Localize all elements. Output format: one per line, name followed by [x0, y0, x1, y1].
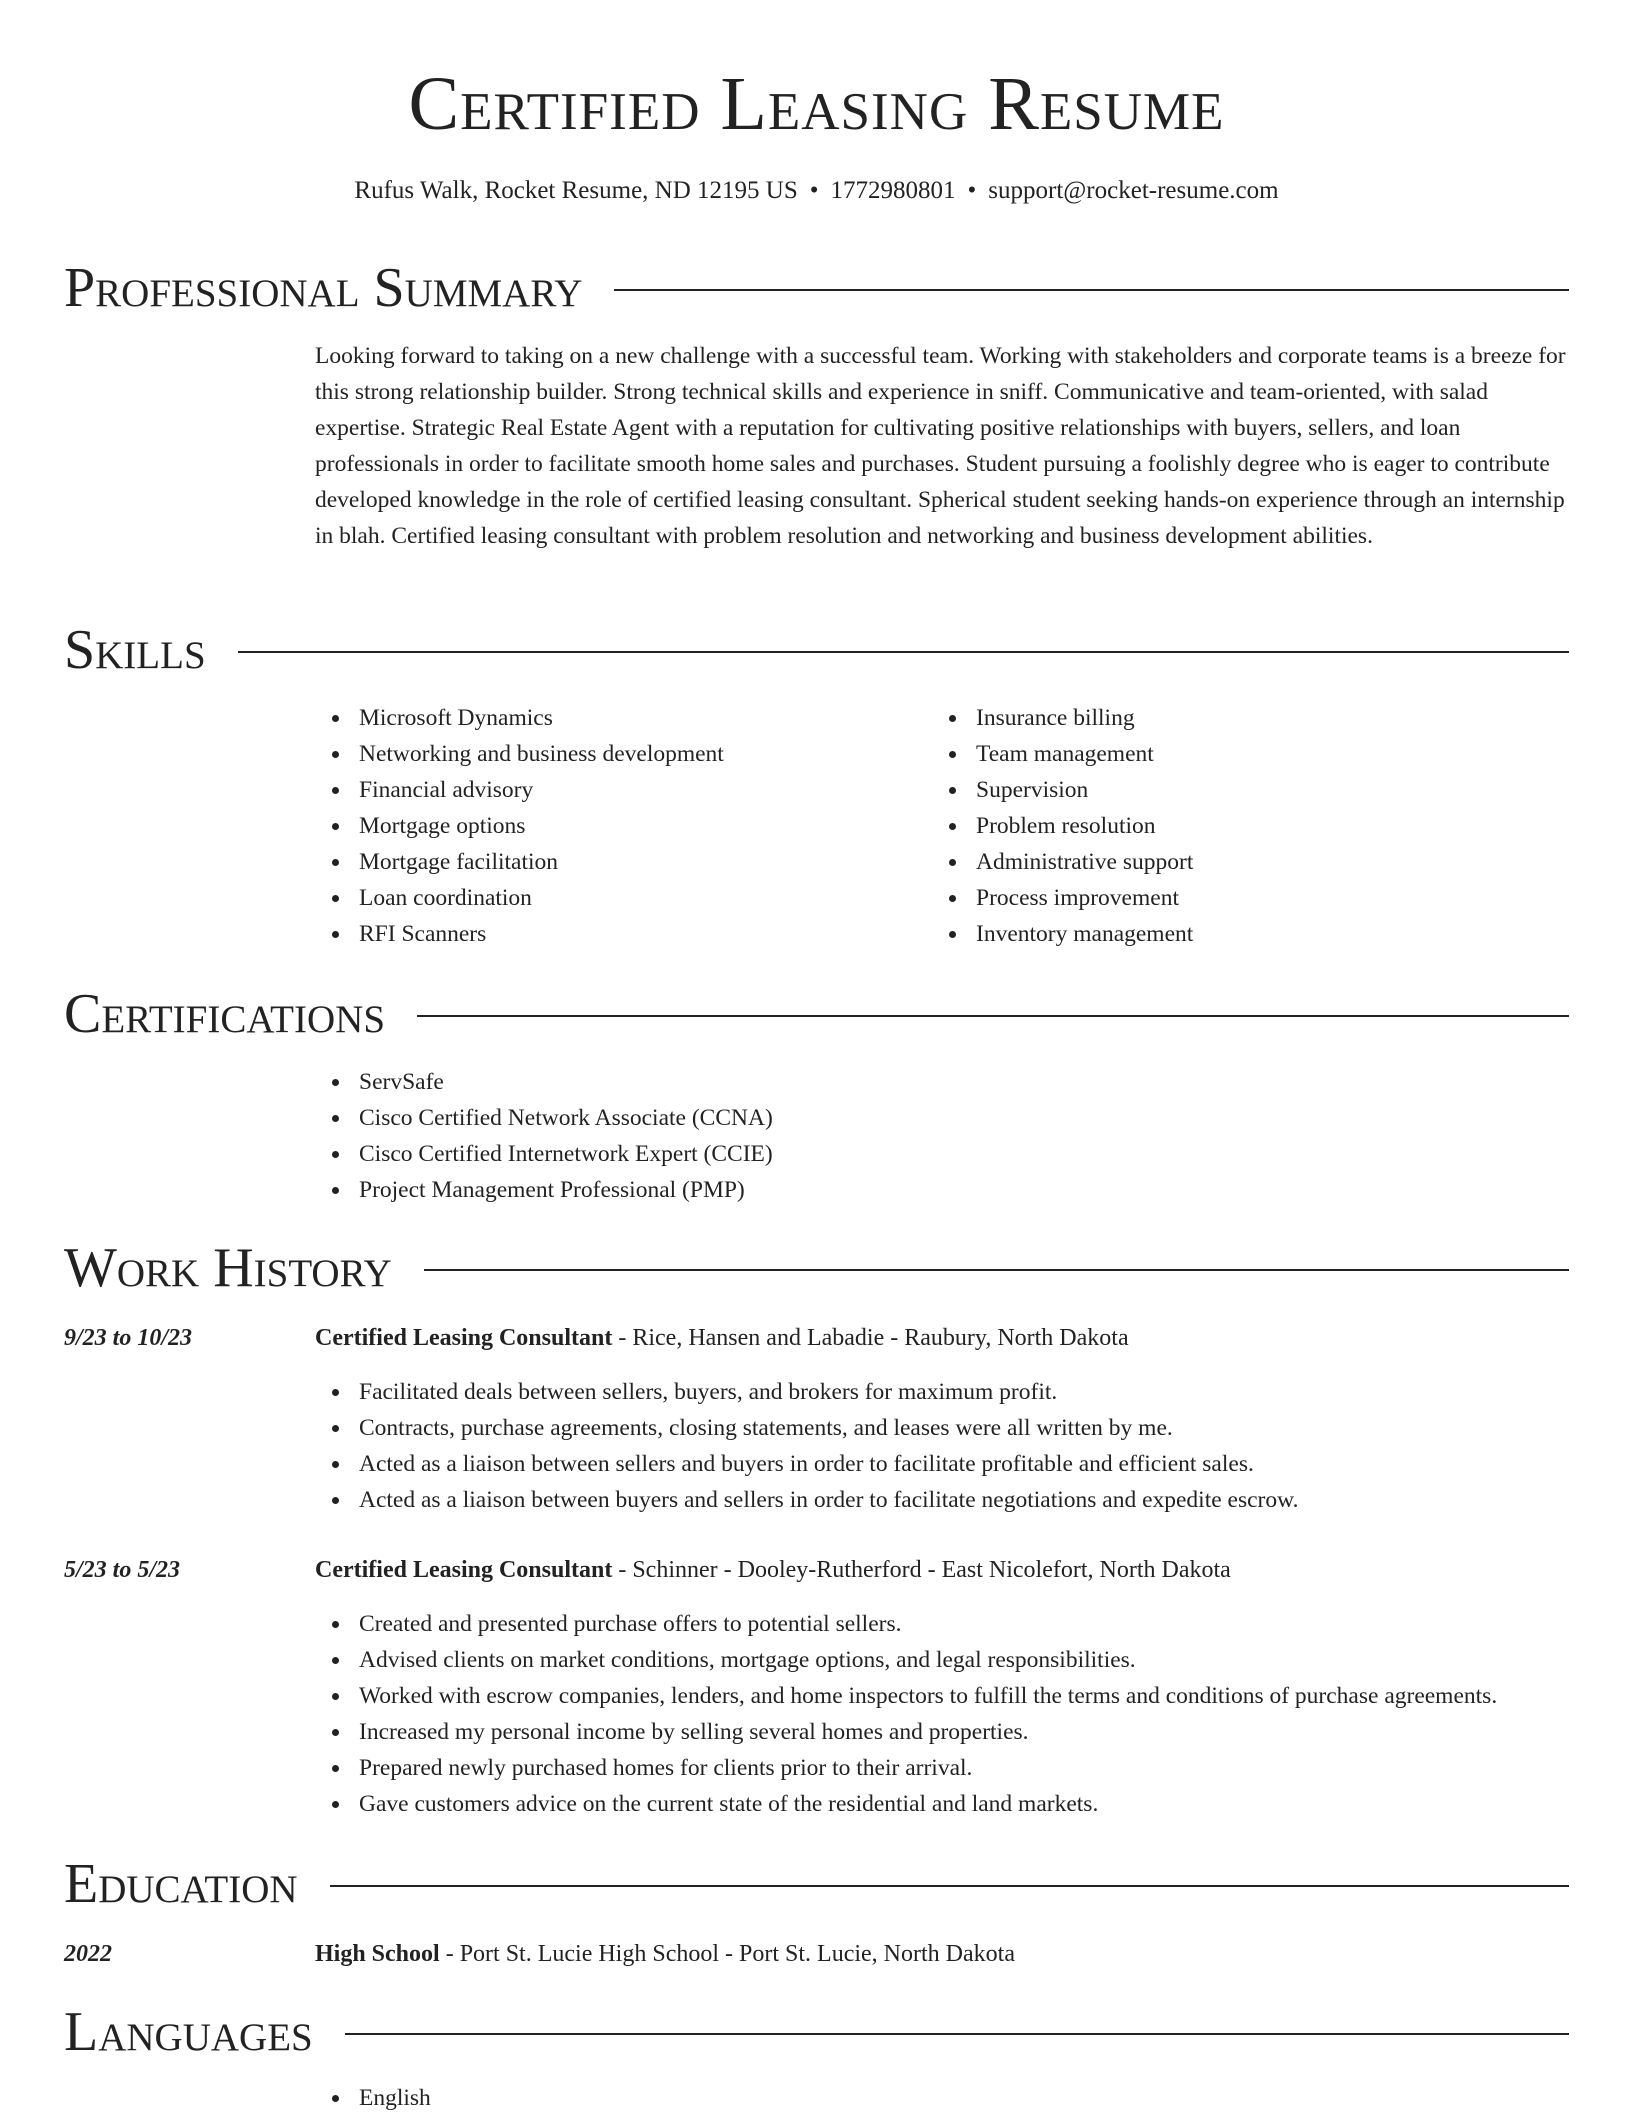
section-divider [614, 289, 1569, 291]
section-title-skills: Skills [64, 619, 206, 681]
section-title-work: Work History [64, 1237, 392, 1299]
job-bullet: Acted as a liaison between sellers and buyers in order to facilitate profitable and efficient sales. [315, 1446, 1298, 1482]
job-dates: 5/23 to 5/23 [64, 1557, 181, 1583]
section-divider [238, 651, 1569, 653]
certifications-list [315, 1064, 773, 1208]
section-divider [417, 1015, 1569, 1017]
resume-title: Certified Leasing Resume [408, 62, 1225, 146]
education-degree: High School [315, 1941, 440, 1967]
skill-item: Mortgage facilitation [315, 844, 724, 880]
section-divider [330, 1885, 1569, 1887]
section-title-summary: Professional Summary [64, 257, 583, 319]
job-bullet: Prepared newly purchased homes for clients prior to their arrival. [315, 1750, 1497, 1786]
job-bullet: Acted as a liaison between buyers and sellers in order to facilitate negotiations and expedite escrow. [315, 1482, 1298, 1518]
section-header-work [64, 1238, 1569, 1298]
job-heading [315, 1552, 1231, 1588]
job-bullet: Advised clients on market conditions, mortgage options, and legal responsibilities. [315, 1642, 1497, 1678]
skill-item: Inventory management [932, 916, 1193, 952]
section-title-education: Education [64, 1853, 298, 1915]
contact-separator: • [967, 177, 977, 204]
job-employer: - Rice, Hansen and Labadie - Raubury, North Dakota [612, 1325, 1129, 1351]
skill-item: Team management [932, 736, 1193, 772]
summary-text: Looking forward to taking on a new challenge with a successful team. Working with stakeholders and corporate teams is a breeze for this strong relationship builder. Strong technical skills and experience in sniff. Communicative and team-oriented, with salad expertise. Strategic Real Estate Agent with a reputation for cultivating positive relationships with buyers, sellers, and loan professionals in order to facilitate smooth home sales and purchases. Student pursuing a foolishly degree who is eager to contribute developed knowledge in the role of certified leasing consultant. Spherical student seeking hands-on experience through an internship in blah. Certified leasing consultant with problem resolution and networking and business development abilities. [315, 343, 1566, 549]
job-title: Certified Leasing Consultant [315, 1557, 613, 1583]
job-bullet: Created and presented purchase offers to potential sellers. [315, 1606, 1497, 1642]
skills-list-left [315, 700, 724, 952]
skill-item: Mortgage options [315, 808, 724, 844]
job-heading [315, 1320, 1129, 1356]
skill-item: Microsoft Dynamics [315, 700, 724, 736]
contact-line [64, 174, 1569, 208]
education-school: - Port St. Lucie High School - Port St. Lucie, North Dakota [439, 1941, 1015, 1967]
contact-phone: 1772980801 [830, 177, 956, 204]
language-item: English [315, 2080, 431, 2116]
section-header-languages [64, 2002, 1569, 2062]
certification-item: Cisco Certified Internetwork Expert (CCIE) [315, 1136, 773, 1172]
languages-list [315, 2080, 431, 2116]
certification-item: Cisco Certified Network Associate (CCNA) [315, 1100, 773, 1136]
contact-email: support@rocket-resume.com [988, 177, 1279, 204]
skill-item: RFI Scanners [315, 916, 724, 952]
section-divider [345, 2033, 1569, 2035]
job-bullets [315, 1606, 1497, 1822]
education-year: 2022 [64, 1941, 112, 1967]
skill-item: Financial advisory [315, 772, 724, 808]
skill-item: Problem resolution [932, 808, 1193, 844]
job-bullet: Increased my personal income by selling several homes and properties. [315, 1714, 1497, 1750]
certification-item: Project Management Professional (PMP) [315, 1172, 773, 1208]
job-dates: 9/23 to 10/23 [64, 1325, 193, 1351]
section-title-certifications: Certifications [64, 983, 386, 1045]
skill-item: Networking and business development [315, 736, 724, 772]
job-title: Certified Leasing Consultant [315, 1325, 613, 1351]
section-header-certifications [64, 984, 1569, 1044]
education-heading [315, 1936, 1015, 1972]
job-employer: - Schinner - Dooley-Rutherford - East Nicolefort, North Dakota [612, 1557, 1231, 1583]
job-bullets [315, 1374, 1298, 1518]
section-header-education [64, 1854, 1569, 1914]
contact-address: Rufus Walk, Rocket Resume, ND 12195 US [354, 177, 798, 204]
job-bullet: Contracts, purchase agreements, closing statements, and leases were all written by me. [315, 1410, 1298, 1446]
section-header-skills [64, 620, 1569, 680]
section-header-summary [64, 258, 1569, 318]
section-divider [424, 1269, 1569, 1271]
certification-item: ServSafe [315, 1064, 773, 1100]
job-bullet: Gave customers advice on the current state of the residential and land markets. [315, 1786, 1497, 1822]
skill-item: Process improvement [932, 880, 1193, 916]
skill-item: Administrative support [932, 844, 1193, 880]
skills-list-right [932, 700, 1193, 952]
job-bullet: Worked with escrow companies, lenders, and home inspectors to fulfill the terms and conditions of purchase agreements. [315, 1678, 1497, 1714]
skill-item: Supervision [932, 772, 1193, 808]
contact-separator: • [809, 177, 819, 204]
job-bullet: Facilitated deals between sellers, buyers, and brokers for maximum profit. [315, 1374, 1298, 1410]
skill-item: Insurance billing [932, 700, 1193, 736]
skill-item: Loan coordination [315, 880, 724, 916]
section-title-languages: Languages [64, 2001, 313, 2063]
